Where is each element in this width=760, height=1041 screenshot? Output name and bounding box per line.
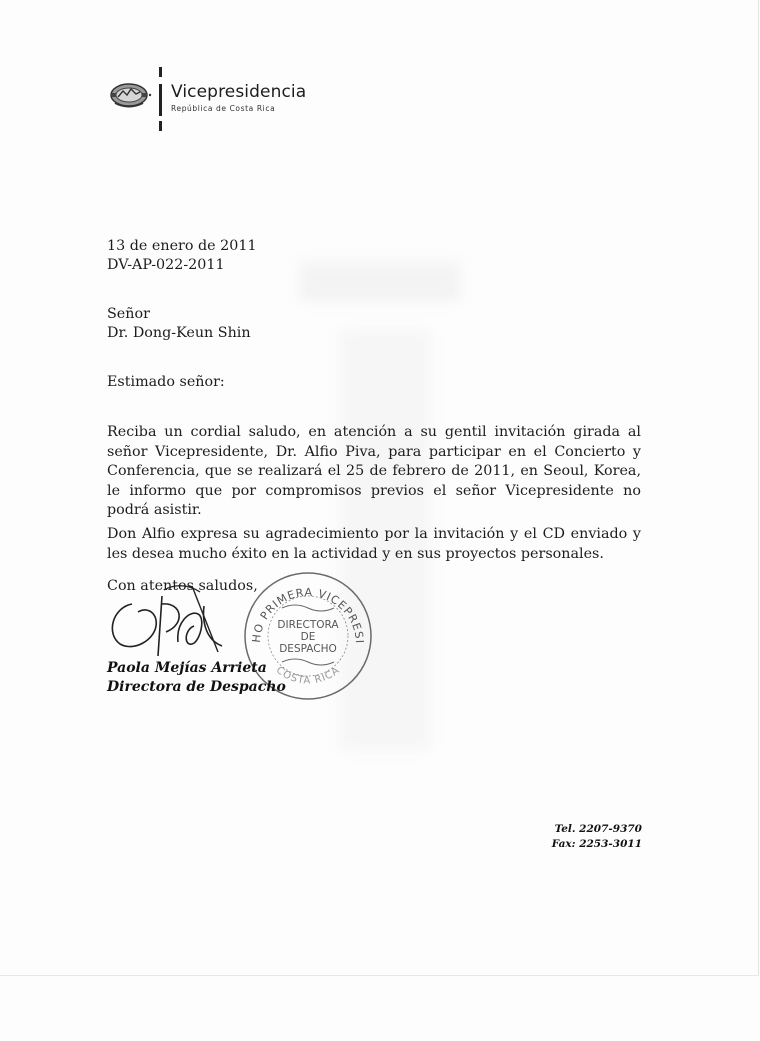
letterhead-bar-top — [159, 67, 162, 77]
stamp-line-2: DE — [300, 631, 316, 643]
scan-smudge — [300, 262, 460, 302]
closing: Con atentos saludos, — [107, 578, 258, 594]
letterhead-bar-bottom — [159, 121, 162, 131]
signer-name: Paola Mejías Arrieta — [107, 660, 267, 676]
stamp-line-1: DIRECTORA — [277, 619, 339, 631]
handwritten-signature — [104, 582, 244, 666]
organization-name: Vicepresidencia — [171, 82, 307, 102]
recipient-title: Señor — [107, 306, 150, 322]
letterhead-bar-middle — [159, 84, 162, 116]
letter-date: 13 de enero de 2011 — [107, 238, 257, 254]
body-paragraph-2: Don Alfio expresa su agradecimiento por la invitación y el CD enviado y les desea mucho éxito en la actividad y en sus proyectos personales. — [107, 526, 641, 562]
coat-of-arms-icon — [107, 80, 153, 114]
footer-fax: Fax: 2253-3011 — [551, 838, 642, 850]
salutation: Estimado señor: — [107, 374, 225, 390]
footer-tel: Tel. 2207-9370 — [554, 823, 642, 835]
organization-subtitle: República de Costa Rica — [171, 104, 276, 113]
stamp-outer-text: HO PRIMERA VICEPRESI — [249, 585, 367, 645]
signer-title: Directora de Despacho — [107, 679, 286, 695]
letter-reference: DV-AP-022-2011 — [107, 257, 225, 273]
stamp-bottom-text: COSTA RICA — [273, 664, 343, 687]
body-paragraph-1: Reciba un cordial saludo, en atención a su gentil invitación girada al señor Vicepresidente, Dr. Alfio Piva, para participar en el Concierto y Conferencia, que se realizará el 25 de febrero de 2011, en Seoul, Korea, le informo que por compromisos previos el señor Vicepresidente no podrá asistir. — [107, 424, 641, 518]
stamp-line-3: DESPACHO — [279, 643, 337, 655]
recipient-name: Dr. Dong-Keun Shin — [107, 325, 251, 341]
